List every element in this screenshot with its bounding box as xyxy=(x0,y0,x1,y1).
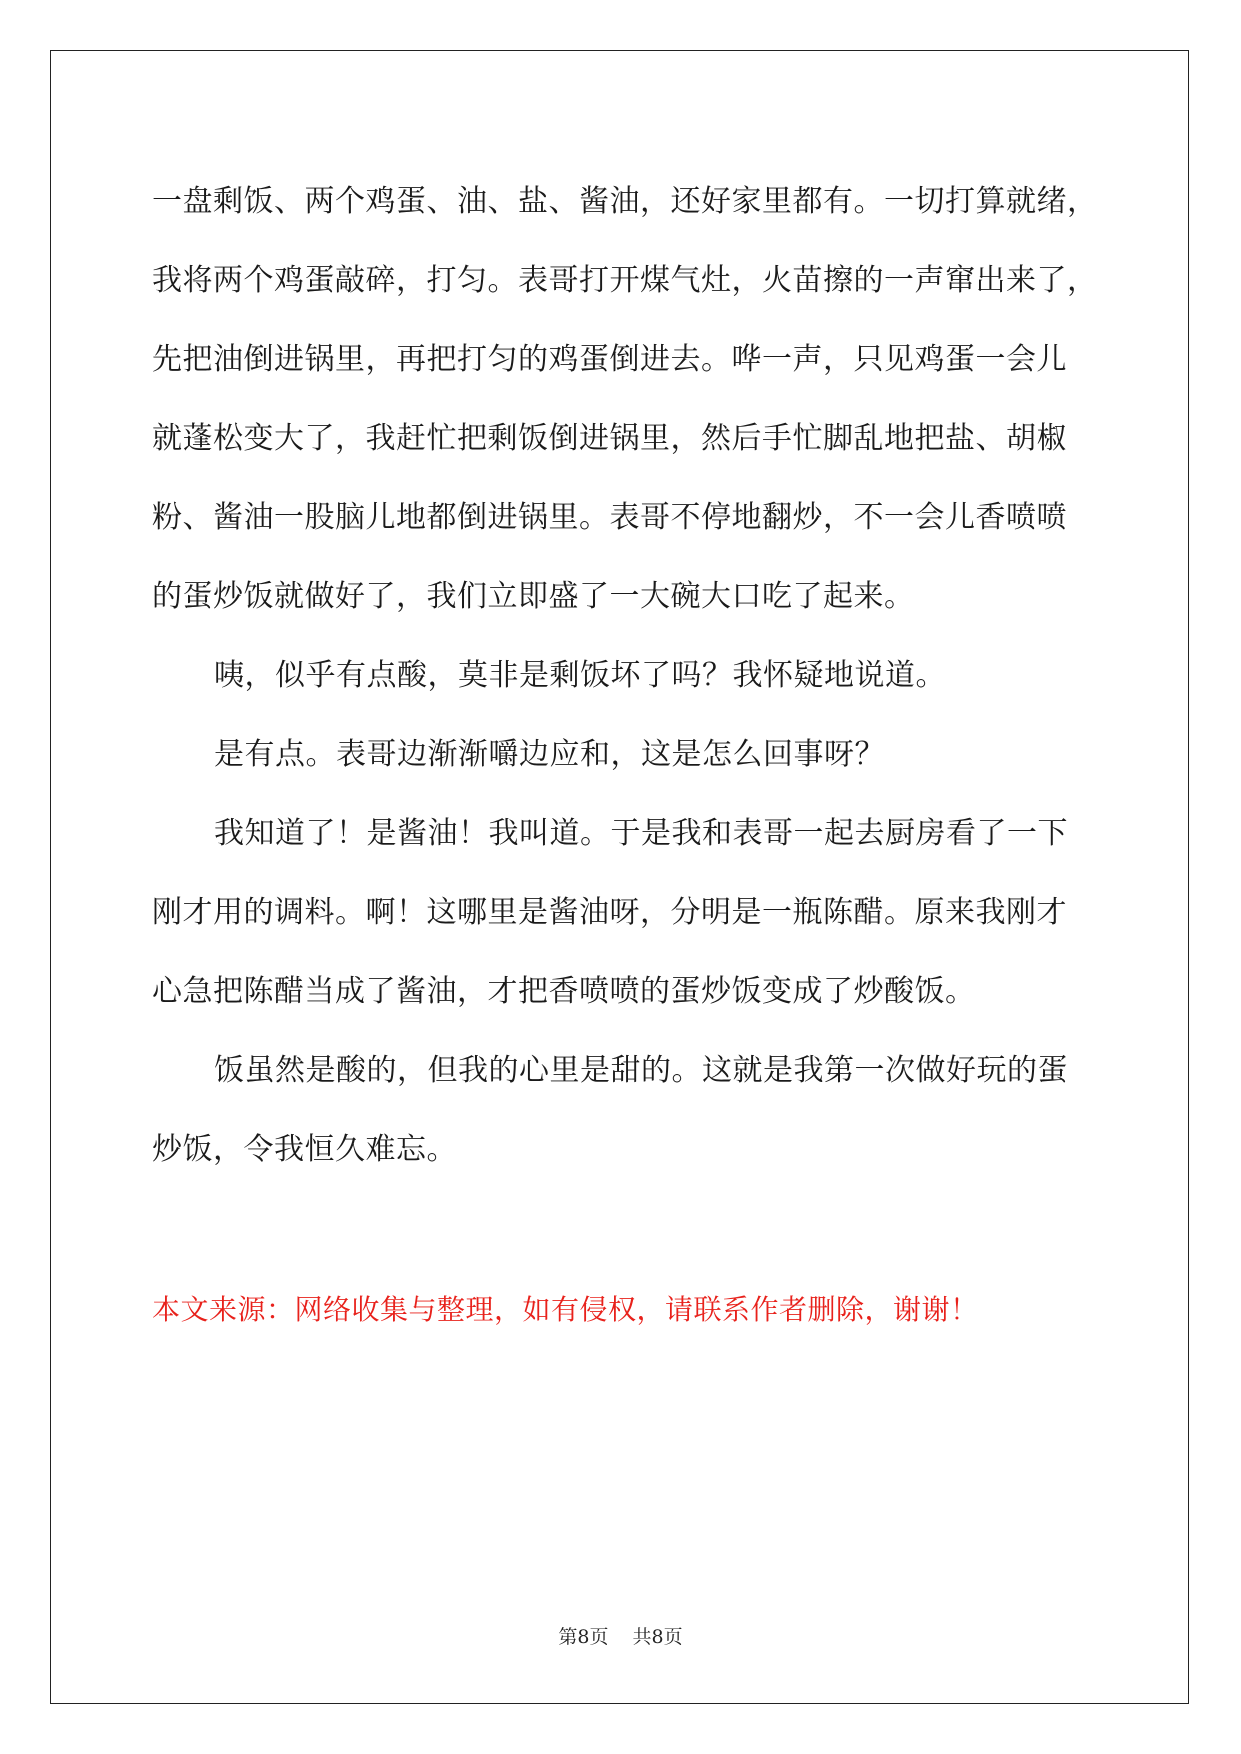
paragraph-5 xyxy=(152,1031,1112,1189)
paragraph-2 xyxy=(152,636,1112,715)
text-line: 饭虽然是酸的，但我的心里是甜的。这就是我第一次做好玩的蛋 xyxy=(214,1053,1068,1088)
article-body xyxy=(152,162,1112,1189)
text-line: 的蛋炒饭就做好了，我们立即盛了一大碗大口吃了起来。 xyxy=(152,579,915,614)
text-line: 心急把陈醋当成了酱油，才把香喷喷的蛋炒饭变成了炒酸饭。 xyxy=(152,974,976,1009)
text-line: 刚才用的调料。啊！这哪里是酱油呀，分明是一瓶陈醋。原来我刚才 xyxy=(152,895,1067,930)
text-line: 就蓬松变大了，我赶忙把剩饭倒进锅里，然后手忙脚乱地把盐、胡椒 xyxy=(152,421,1067,456)
text-line: 先把油倒进锅里，再把打匀的鸡蛋倒进去。哗一声，只见鸡蛋一会儿 xyxy=(152,342,1067,377)
paragraph-4 xyxy=(152,794,1112,1031)
text-line: 咦，似乎有点酸，莫非是剩饭坏了吗？我怀疑地说道。 xyxy=(214,658,946,693)
paragraph-3 xyxy=(152,715,1112,794)
text-line: 是有点。表哥边渐渐嚼边应和，这是怎么回事呀？ xyxy=(214,737,885,772)
text-line: 一盘剩饭、两个鸡蛋、油、盐、酱油，还好家里都有。一切打算就绪， xyxy=(152,184,1098,219)
text-line: 我知道了！是酱油！我叫道。于是我和表哥一起去厨房看了一下 xyxy=(214,816,1068,851)
text-line: 粉、酱油一股脑儿地都倒进锅里。表哥不停地翻炒，不一会儿香喷喷 xyxy=(152,500,1067,535)
page-total: 共8页 xyxy=(632,1626,683,1648)
source-disclaimer: 本文来源：网络收集与整理，如有侵权，请联系作者删除，谢谢！ xyxy=(152,1293,979,1326)
text-line: 我将两个鸡蛋敲碎，打匀。表哥打开煤气灶，火苗擦的一声窜出来了， xyxy=(152,263,1098,298)
page-number: 第8页 xyxy=(558,1626,609,1648)
text-line: 炒饭，令我恒久难忘。 xyxy=(152,1132,457,1167)
paragraph-1 xyxy=(152,162,1112,636)
page-footer xyxy=(0,1625,1241,1649)
